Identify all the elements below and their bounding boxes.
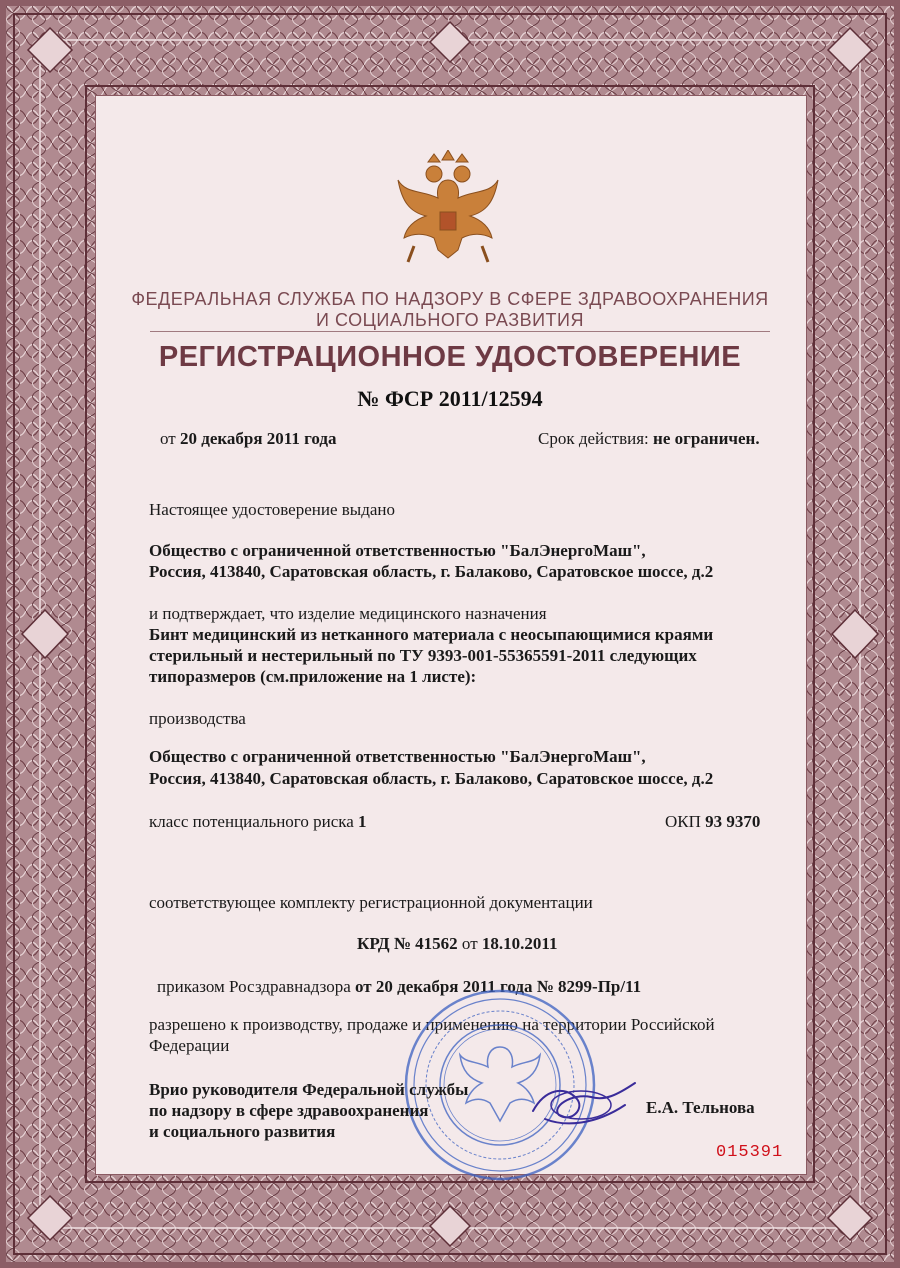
validity-line bbox=[538, 428, 760, 449]
risk-class-label: класс потенциального риска bbox=[149, 812, 354, 831]
order-value: от 20 декабря 2011 года № 8299-Пр/11 bbox=[355, 977, 642, 996]
corresponds-text: соответствующее комплекту регистрационной документации bbox=[149, 893, 593, 912]
permitted-line1: разрешено к производству, продаже и применению на территории Российской bbox=[149, 1015, 715, 1034]
krd-number: КРД № 41562 bbox=[357, 934, 458, 953]
product-line1: Бинт медицинский из нетканного материала с неосыпающимися краями bbox=[149, 625, 714, 644]
maker-line2: Россия, 413840, Саратовская область, г. Балаково, Саратовское шоссе, д.2 bbox=[149, 769, 714, 788]
registration-number: № ФСР 2011/12594 bbox=[357, 386, 543, 411]
validity-label: Срок действия: bbox=[538, 429, 649, 448]
signatory-position-line2: по надзору в сфере здравоохранения bbox=[149, 1101, 429, 1120]
product-line2: стерильный и нестерильный по ТУ 9393-001-55365591-2011 следующих bbox=[149, 646, 697, 665]
coat-of-arms-icon bbox=[392, 150, 504, 268]
signatory-position-line1: Врио руководителя Федеральной службы bbox=[149, 1080, 469, 1099]
krd-date: 18.10.2011 bbox=[481, 934, 558, 953]
issue-date-line bbox=[160, 428, 337, 449]
okp-value: 93 9370 bbox=[705, 812, 761, 831]
okp-line bbox=[665, 811, 760, 832]
issue-date-prefix: от bbox=[160, 429, 176, 448]
issue-date: 20 декабря 2011 года bbox=[179, 429, 337, 448]
signatory-name: Е.А. Тельнова bbox=[646, 1098, 755, 1117]
risk-class-line bbox=[149, 811, 367, 832]
document-title: РЕГИСТРАЦИОННОЕ УДОСТОВЕРЕНИЕ bbox=[158, 341, 742, 373]
issued-to-text: Настоящее удостоверение выдано bbox=[149, 500, 396, 519]
holder-line1: Общество с ограниченной ответственностью "БалЭнергоМаш", bbox=[149, 541, 646, 560]
divider bbox=[150, 331, 770, 332]
krd-from: от bbox=[461, 934, 478, 953]
serial-number: 015391 bbox=[716, 1143, 784, 1162]
krd-line bbox=[357, 933, 557, 954]
agency-name-line2: И СОЦИАЛЬНОГО РАЗВИТИЯ bbox=[316, 310, 584, 330]
validity-value: не ограничен. bbox=[653, 429, 760, 448]
signatory-position-line3: и социального развития bbox=[149, 1122, 336, 1141]
maker-line1: Общество с ограниченной ответственностью "БалЭнергоМаш", bbox=[149, 747, 646, 766]
product-line3: типоразмеров (см.приложение на 1 листе): bbox=[149, 667, 477, 686]
confirms-text: и подтверждает, что изделие медицинского назначения bbox=[149, 604, 547, 623]
order-prefix: приказом Росздравнадзора bbox=[157, 977, 351, 996]
permitted-line2: Федерации bbox=[149, 1036, 230, 1055]
okp-label: ОКП bbox=[665, 812, 701, 831]
agency-name-line1: ФЕДЕРАЛЬНАЯ СЛУЖБА ПО НАДЗОРУ В СФЕРЕ ЗДРАВООХРАНЕНИЯ bbox=[131, 289, 769, 309]
holder-line2: Россия, 413840, Саратовская область, г. Балаково, Саратовское шоссе, д.2 bbox=[149, 562, 714, 581]
handwritten-signature bbox=[525, 1075, 645, 1135]
production-text: производства bbox=[149, 709, 246, 728]
risk-class-value: 1 bbox=[358, 812, 367, 831]
